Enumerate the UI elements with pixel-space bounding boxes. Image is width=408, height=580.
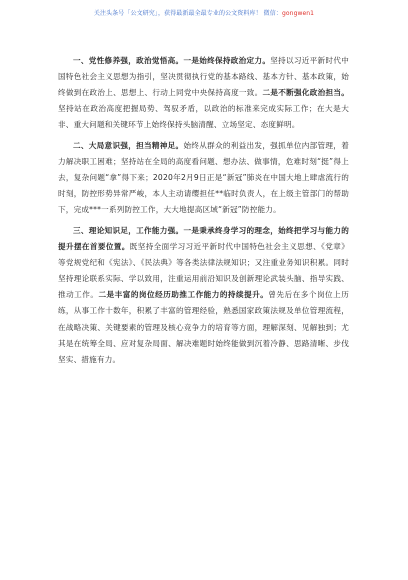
paragraph-body-text: 曾先后在多个岗位上历练，从事工作十数年，积累了丰富的管理经验，熟悉国家政策法规及单位管理流程，在战略决策、关键要素的管理及核心竞争力的培育等方面，理解深刻、见解独到；尤其是在统筹全局、应对复杂局面、解决难题时始终能做到沉着冷静、思路清晰、步伐坚实、措施有力。 xyxy=(58,290,350,364)
paragraph-heading-text: 一是始终保持政治定力。 xyxy=(183,56,271,65)
paragraph xyxy=(58,138,349,218)
paragraph xyxy=(58,53,349,133)
paragraph-heading-text: 二、大局意识强，担当精神足。 xyxy=(73,140,184,150)
paragraph-body-text: 既坚持全面学习习近平新时代中国特色社会主义思想、《党章》等党规党纪和《宪法》、《民法典》等各类法律法规知识；又注重业务知识积累。同时坚持理论联系实际、学以致用，注重运用前沿知识及创新理论武装头脑、指导实践、推动工作。 xyxy=(58,242,349,300)
paragraph-heading-text: 一是秉承终身学习的理念，始终把学习与能力的提升摆在首要位置。 xyxy=(58,225,349,252)
paragraph-heading-text: 二是不断强化政治担当。 xyxy=(262,88,349,98)
paragraph-heading-text: 一、党性修养强，政治觉悟高。 xyxy=(73,56,184,65)
paragraph-body-text: 坚持以习近平新时代中国特色社会主义思想为指引，坚决贯彻执行党的基本路线、基本方针、基本政策，始终做到在政治上、思想上、行动上同党中央保持高度一致。 xyxy=(58,56,350,98)
document-body xyxy=(58,53,349,372)
paragraph-heading-text: 二是丰富的岗位经历助推工作能力的持续提升。 xyxy=(98,290,269,300)
promo-banner-wechat-id: gongwen1 xyxy=(281,10,315,17)
promo-banner-text: 关注头条号「公文研究」，获得最新最全最专业的公文资料库！ 微信： xyxy=(93,10,282,17)
paragraph-heading-text: 三、理论知识足，工作能力强。 xyxy=(73,225,184,235)
paragraph-body-text: 坚持站在政治高度把握局势、驾驭矛盾，以政治的标准来完成实际工作；在大是大非、重大问题和关键环节上始终保持头脑清醒、立场坚定、态度鲜明。 xyxy=(58,104,349,130)
paragraph-body-text: 始终从群众的利益出发，强抓单位内部管理，着力解决职工困难；坚持站在全局的高度看问题、想办法、做事情，危难时刻“挺”得上去，复杂问题“拿”得下来；2020年2月9日正是“新冠”肺炎在中国大地上肆虐流行的时刻，防控形势异常严峻，本人主动请缨担任**临时负责人，在上级主管部门的帮助下，完成***一系列防控工作，大大地提高区域“新冠”防控能力。 xyxy=(58,140,349,215)
promo-banner xyxy=(0,10,408,18)
paragraph xyxy=(58,223,349,368)
